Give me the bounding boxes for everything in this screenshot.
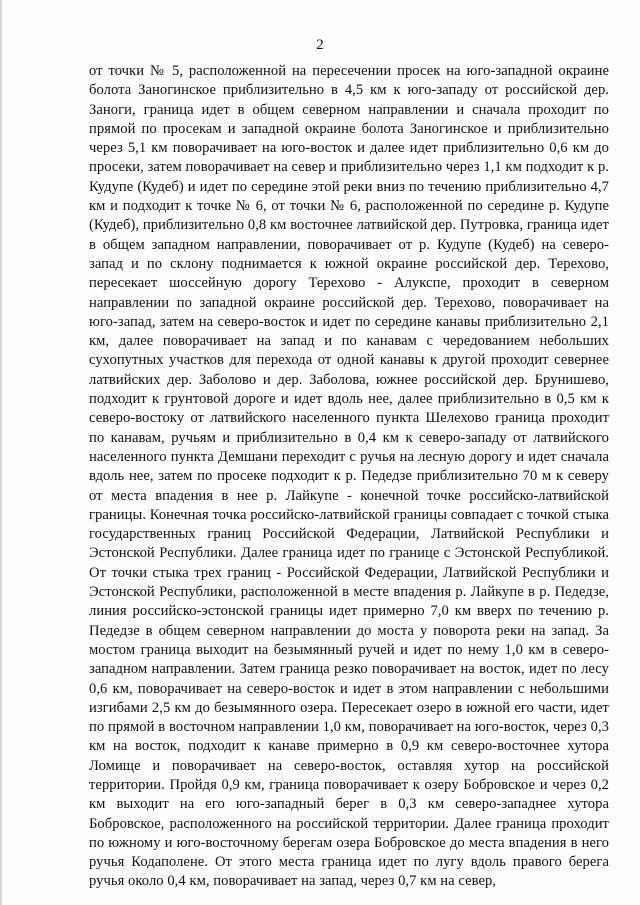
scan-left-edge (0, 0, 3, 905)
page-number: 2 (316, 37, 324, 53)
body-text: от точки № 5, расположенной на пересечении просек на юго-западной окраине болота Заногинское приблизительно в 4,5 км к юго-западу от российской дер. Заноги, граница идет в общем северном направлении и сначала проходит по прямой по просекам и западной окраине болота Заногинское и приблизительно через 5,1 км поворачивает на юго-восток и далее идет приблизительно 0,6 км до просеки, затем поворачивает на север и приблизительно через 1,1 км подходит к р. Кудупе (Кудеб) и идет по середине этой реки вниз по течению приблизительно 4,7 км и подходит к точке № 6, от точки № 6, расположенной по середине р. Кудупе (Кудеб), приблизительно 0,8 км восточнее латвийской дер. Путровка, граница идет в общем западном направлении, поворачивает от р. Кудупе (Кудеб) на северо-запад и по склону поднимается к южной окраине российской дер. Терехово, пересекает шоссейную дорогу Терехово - Алукспе, проходит в северном направлении по западной окраине российской дер. Терехово, поворачивает на юго-запад, затем на северо-восток и идет по середине канавы приблизительно 2,1 км, далее поворачивает на запад и по канавам с чередованием небольших сухопутных участков для перехода от одной канавы к другой проходит севернее латвийских дер. Заболово и дер. Заболова, южнее российской дер. Брунишево, подходит к грунтовой дороге и идет вдоль нее, далее приблизительно в 0,5 км к северо-востоку от латвийского населенного пункта Шелехово граница проходит по канавам, ручьям и приблизительно в 0,4 км к северо-западу от латвийского населенного пункта Демшани переходит с ручья на лесную дорогу и идет сначала вдоль нее, затем по просеке подходит к р. Педедзе приблизительно 70 м к северу от места впадения в нее р. Лайкупе - конечной точке российско-латвийской границы. Конечная точка российско-латвийской границы совпадает с точкой стыка государственных границ Российской Федерации, Латвийской Республики и Эстонской Республики. Далее граница идет по границе с Эстонской Республикой. От точки стыка трех границ - Российской Федерации, Латвийской Республики и Эстонской Республики, расположенной в месте впадения р. Лайкупе в р. Педедзе, линия российско-эстонской границы идет примерно 7,0 км вверх по течению р. Педедзе в общем северном направлении до моста у поворота реки на запад. За мостом граница выходит на безымянный ручей и идет по нему 1,0 км в северо-западном направлении. Затем граница резко поворачивает на восток, идет по лесу 0,6 км, поворачивает на северо-восток и идет в этом направлении с небольшими изгибами 2,5 км до безымянного озера. Пересекает озеро в южной его части, идет по прямой в восточном направлении 1,0 км, поворачивает на юго-восток, через 0,3 км на восток, подходит к канаве примерно в 0,9 км северо-восточнее хутора Ломище и поворачивает на северо-восток, оставляя хутор на российской территории. Пройдя 0,9 км, граница поворачивает к озеру Бобровское и через 0,2 км выходит на его юго-западный берег в 0,3 км северо-западнее хутора Бобровское, расположенного на российской территории. Далее граница проходит по южному и юго-восточному берегам озера Бобровское до места впадения в него ручья Кодаполене. От этого места граница идет по лугу вдоль правого берега ручья около 0,4 км, поворачивает на запад, через 0,7 км на север, (89, 63, 609, 890)
